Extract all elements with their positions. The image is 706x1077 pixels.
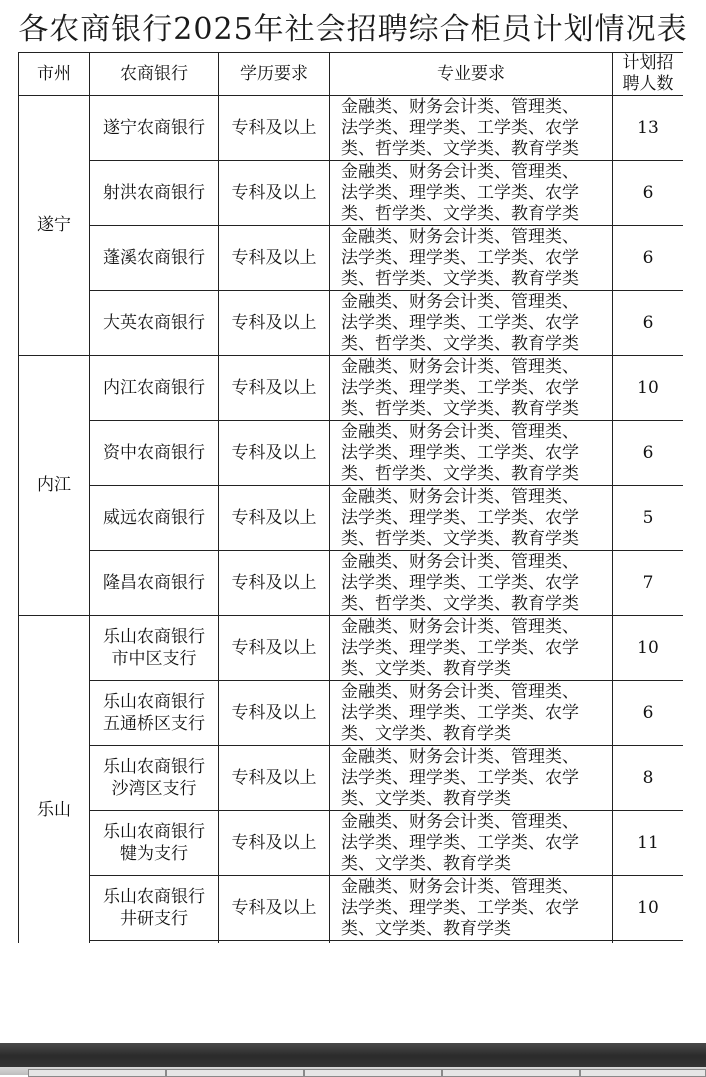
city-cell: 内江 xyxy=(19,356,90,616)
major-cell xyxy=(330,616,613,681)
major-cell xyxy=(330,876,613,941)
education-cell: 专科及以上 xyxy=(219,421,330,486)
major-line: 法学类、理学类、工学类、农学 xyxy=(341,767,579,788)
bank-cell xyxy=(90,421,219,486)
table-header-row xyxy=(19,53,684,96)
major-line: 金融类、财务会计类、管理类、 xyxy=(341,551,579,572)
major-line: 法学类、理学类、工学类、农学 xyxy=(341,247,579,268)
major-line: 类、哲学类、文学类、教育学类 xyxy=(341,203,579,224)
header-education: 学历要求 xyxy=(219,53,330,96)
education-cell: 专科及以上 xyxy=(219,291,330,356)
bank-name: 乐山农商银行 xyxy=(103,757,205,777)
page-title: 各农商银行2025年社会招聘综合柜员计划情况表 xyxy=(18,12,688,47)
taskbar-button[interactable] xyxy=(580,1069,706,1077)
table-row xyxy=(19,746,684,811)
taskbar-button[interactable] xyxy=(304,1069,442,1077)
bank-branch: 井研支行 xyxy=(120,909,188,929)
bank-name: 遂宁农商银行 xyxy=(103,118,205,138)
education-cell: 专科及以上 xyxy=(219,96,330,161)
education-cell: 专科及以上 xyxy=(219,356,330,421)
education-cell: 专科及以上 xyxy=(219,161,330,226)
major-line: 金融类、财务会计类、管理类、 xyxy=(341,746,579,767)
major-line: 法学类、理学类、工学类、农学 xyxy=(341,507,579,528)
table-row xyxy=(19,551,684,616)
table-row xyxy=(19,681,684,746)
major-cell xyxy=(330,746,613,811)
count-cell: 11 xyxy=(613,811,684,876)
table-row xyxy=(19,96,684,161)
major-line: 类、文学类、教育学类 xyxy=(341,788,511,809)
count-cell: 10 xyxy=(613,356,684,421)
table-row xyxy=(19,291,684,356)
table-row xyxy=(19,226,684,291)
major-cell xyxy=(330,226,613,291)
major-line: 法学类、理学类、工学类、农学 xyxy=(341,182,579,203)
major-line: 法学类、理学类、工学类、农学 xyxy=(341,702,579,723)
count-cell: 10 xyxy=(613,876,684,941)
bank-branch: 犍为支行 xyxy=(120,844,188,864)
major-line: 类、哲学类、文学类、教育学类 xyxy=(341,333,579,354)
count-cell: 6 xyxy=(613,226,684,291)
major-line: 法学类、理学类、工学类、农学 xyxy=(341,572,579,593)
education-cell: 专科及以上 xyxy=(219,226,330,291)
count-cell: 6 xyxy=(613,681,684,746)
bank-cell xyxy=(90,681,219,746)
bank-cell xyxy=(90,616,219,681)
major-line: 金融类、财务会计类、管理类、 xyxy=(341,811,579,832)
major-line: 金融类、财务会计类、管理类、 xyxy=(341,486,579,507)
bank-cell xyxy=(90,226,219,291)
table-row xyxy=(19,876,684,941)
education-cell: 专科及以上 xyxy=(219,876,330,941)
major-line: 类、哲学类、文学类、教育学类 xyxy=(341,528,579,549)
major-line: 法学类、理学类、工学类、农学 xyxy=(341,897,579,918)
header-count-line1: 计划招 xyxy=(622,53,674,73)
major-line: 类、哲学类、文学类、教育学类 xyxy=(341,593,579,614)
taskbar-button[interactable] xyxy=(442,1069,580,1077)
bank-name: 射洪农商银行 xyxy=(103,183,205,203)
city-cell: 乐山 xyxy=(19,616,90,944)
taskbar xyxy=(0,1043,706,1075)
major-line: 金融类、财务会计类、管理类、 xyxy=(341,291,579,312)
bank-name: 蓬溪农商银行 xyxy=(103,248,205,268)
bank-branch: 五通桥区支行 xyxy=(103,714,205,734)
bank-name: 大英农商银行 xyxy=(103,313,205,333)
bank-name: 乐山农商银行 xyxy=(103,822,205,842)
bank-cell xyxy=(90,356,219,421)
major-line: 金融类、财务会计类、管理类、 xyxy=(341,96,579,117)
bank-cell xyxy=(90,96,219,161)
education-cell: 专科及以上 xyxy=(219,486,330,551)
major-cell xyxy=(330,356,613,421)
bank-cell xyxy=(90,291,219,356)
recruitment-table xyxy=(18,52,683,943)
major-cell xyxy=(330,421,613,486)
bank-cell xyxy=(90,551,219,616)
major-line: 类、哲学类、文学类、教育学类 xyxy=(341,268,579,289)
major-line: 法学类、理学类、工学类、农学 xyxy=(341,637,579,658)
count-cell: 6 xyxy=(613,291,684,356)
bank-branch: 沙湾区支行 xyxy=(111,779,197,799)
major-line: 类、文学类、教育学类 xyxy=(341,723,511,744)
major-cell xyxy=(330,161,613,226)
major-line: 金融类、财务会计类、管理类、 xyxy=(341,161,579,182)
major-cell xyxy=(330,681,613,746)
taskbar-button[interactable] xyxy=(28,1069,166,1077)
header-major: 专业要求 xyxy=(330,53,613,96)
major-line: 法学类、理学类、工学类、农学 xyxy=(341,312,579,333)
header-city: 市州 xyxy=(19,53,90,96)
bank-branch: 市中区支行 xyxy=(111,649,197,669)
bank-name: 内江农商银行 xyxy=(103,378,205,398)
bank-cell xyxy=(90,746,219,811)
taskbar-button[interactable] xyxy=(166,1069,304,1077)
major-cell xyxy=(330,811,613,876)
header-bank: 农商银行 xyxy=(90,53,219,96)
education-cell: 专科及以上 xyxy=(219,551,330,616)
count-cell: 6 xyxy=(613,161,684,226)
major-line: 金融类、财务会计类、管理类、 xyxy=(341,616,579,637)
table-row xyxy=(19,421,684,486)
bank-name: 乐山农商银行 xyxy=(103,692,205,712)
major-line: 金融类、财务会计类、管理类、 xyxy=(341,421,579,442)
bank-name: 威远农商银行 xyxy=(103,508,205,528)
recruitment-table-viewport[interactable] xyxy=(18,52,683,943)
bank-cell xyxy=(90,161,219,226)
education-cell: 专科及以上 xyxy=(219,616,330,681)
table-row xyxy=(19,616,684,681)
major-line: 类、文学类、教育学类 xyxy=(341,658,511,679)
table-row xyxy=(19,811,684,876)
table-row xyxy=(19,486,684,551)
major-cell xyxy=(330,486,613,551)
bank-cell xyxy=(90,486,219,551)
bank-name: 乐山农商银行 xyxy=(103,887,205,907)
bank-name: 资中农商银行 xyxy=(103,443,205,463)
education-cell: 专科及以上 xyxy=(219,811,330,876)
header-count xyxy=(613,53,684,96)
major-line: 类、哲学类、文学类、教育学类 xyxy=(341,398,579,419)
major-line: 金融类、财务会计类、管理类、 xyxy=(341,876,579,897)
bank-name: 隆昌农商银行 xyxy=(103,573,205,593)
major-line: 类、哲学类、文学类、教育学类 xyxy=(341,138,579,159)
table-row xyxy=(19,161,684,226)
bank-cell xyxy=(90,811,219,876)
major-line: 类、文学类、教育学类 xyxy=(341,853,511,874)
major-line: 金融类、财务会计类、管理类、 xyxy=(341,681,579,702)
city-cell: 遂宁 xyxy=(19,96,90,356)
major-line: 类、哲学类、文学类、教育学类 xyxy=(341,463,579,484)
education-cell: 专科及以上 xyxy=(219,746,330,811)
bank-name: 乐山农商银行 xyxy=(103,627,205,647)
major-line: 法学类、理学类、工学类、农学 xyxy=(341,377,579,398)
education-cell: 专科及以上 xyxy=(219,681,330,746)
count-cell: 13 xyxy=(613,96,684,161)
major-line: 法学类、理学类、工学类、农学 xyxy=(341,117,579,138)
count-cell: 6 xyxy=(613,421,684,486)
blank-area xyxy=(0,943,706,1043)
major-cell xyxy=(330,96,613,161)
major-line: 金融类、财务会计类、管理类、 xyxy=(341,356,579,377)
major-cell xyxy=(330,291,613,356)
table-row xyxy=(19,356,684,421)
major-line: 法学类、理学类、工学类、农学 xyxy=(341,442,579,463)
major-line: 类、文学类、教育学类 xyxy=(341,918,511,939)
count-cell: 7 xyxy=(613,551,684,616)
major-cell xyxy=(330,551,613,616)
major-line: 金融类、财务会计类、管理类、 xyxy=(341,226,579,247)
count-cell: 8 xyxy=(613,746,684,811)
header-count-line2: 聘人数 xyxy=(622,74,674,94)
count-cell: 10 xyxy=(613,616,684,681)
bank-cell xyxy=(90,876,219,941)
count-cell: 5 xyxy=(613,486,684,551)
major-line: 法学类、理学类、工学类、农学 xyxy=(341,832,579,853)
